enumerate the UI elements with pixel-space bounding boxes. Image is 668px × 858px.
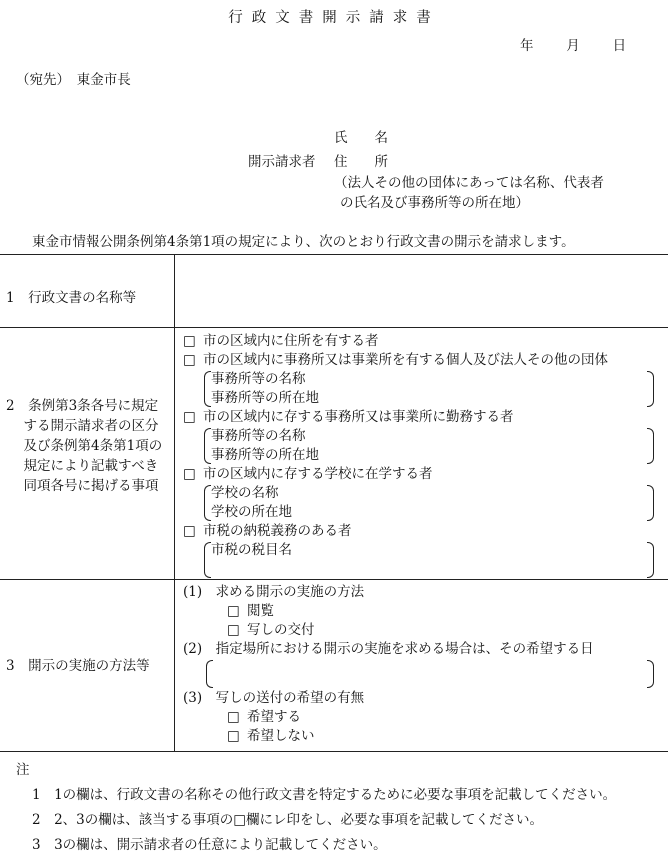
method-question: (1) 求める開示の実施の方法 [183,583,668,602]
option-viewing-label: 閲覧 [247,603,274,619]
option-student-label: 市の区域内に存する学校に在学する者 [203,466,433,482]
office-worker-bracket[interactable] [207,427,654,465]
list-item [183,708,668,727]
checkbox-taxpayer[interactable]: □ [183,522,203,541]
option-mail-no-label: 希望しない [247,728,315,744]
checkbox-mail-no[interactable]: □ [227,727,247,746]
applicant-note-line2: の氏名及び事務所等の所在地） [340,191,529,211]
list-item [183,465,668,484]
notes-heading: 注 [16,758,616,783]
row3-label-cell [0,580,175,752]
date-question: (2) 指定場所における開示の実施を求める場合は、その希望する日 [183,640,668,659]
list-item [183,727,668,746]
checkbox-office-worker[interactable]: □ [183,408,203,427]
office-name-label: 事務所等の名称 [211,370,654,389]
school-name-label: 学校の名称 [211,484,654,503]
applicant-name-label: 氏 名 [334,126,388,146]
request-form-table [0,254,668,752]
addressee: （宛先） 東金市長 [16,68,131,88]
checkbox-office-owner[interactable]: □ [183,351,203,370]
applicant-group-label: 開示請求者 [248,150,316,170]
date-year: 年 [520,34,562,54]
applicant-note-line1: （法人その他の団体にあっては名称、代表者 [334,171,604,191]
office-owner-bracket[interactable] [207,370,654,408]
table-row [0,580,668,752]
list-item [183,408,668,427]
date-line [520,34,626,54]
option-copy-label: 写しの交付 [247,622,315,638]
checkbox-mail-yes[interactable]: □ [227,708,247,727]
note-1: 1 1の欄は、行政文書の名称その他行政文書を特定するために必要な事項を記載してください。 [16,783,616,808]
checkbox-viewing[interactable]: □ [227,602,247,621]
date-day: 日 [613,34,627,54]
notes-section [16,758,616,858]
applicant-address-label: 住 所 [334,150,388,170]
list-item [183,621,668,640]
office-address-label: 事務所等の所在地 [211,389,654,408]
checkbox-resident[interactable]: □ [183,332,203,351]
row2-options-cell [175,328,668,580]
student-bracket[interactable] [207,484,654,522]
row3-label: 3 開示の実施の方法等 [0,580,174,674]
row2-label-cell [0,328,175,580]
workplace-name-label: 事務所等の名称 [211,427,654,446]
option-office-worker-label: 市の区域内に存する事務所又は事業所に勤務する者 [203,409,514,425]
note-2: 2 2、3の欄は、該当する事項の□欄にレ印をし、必要な事項を記載してください。 [16,808,616,833]
option-taxpayer-label: 市税の納税義務のある者 [203,523,352,539]
list-item [183,351,668,370]
list-item [183,332,668,351]
desired-date-field[interactable] [209,659,654,689]
row2-label: 2 条例第3条各号に規定する開示請求者の区分及び条例第4条第1項の規定により記載すべき同項各号に掲げる事項 [0,328,174,496]
table-row [0,255,668,328]
checkbox-student[interactable]: □ [183,465,203,484]
document-title: 行政文書開示請求書 [0,6,668,27]
taxpayer-bracket[interactable] [207,541,654,579]
list-item [183,602,668,621]
table-row [0,328,668,580]
mailing-question: (3) 写しの送付の希望の有無 [183,689,668,708]
intro-statement: 東金市情報公開条例第4条第1項の規定により、次のとおり行政文書の開示を請求します。 [32,230,575,250]
option-office-owner-label: 市の区域内に事務所又は事業所を有する個人及び法人その他の団体 [203,352,608,368]
note-3: 3 3の欄は、開示請求者の任意により記載してください。 [16,833,616,858]
option-mail-yes-label: 希望する [247,709,301,725]
workplace-address-label: 事務所等の所在地 [211,446,654,465]
school-address-label: 学校の所在地 [211,503,654,522]
list-item [183,522,668,541]
date-month: 月 [566,34,608,54]
checkbox-copy[interactable]: □ [227,621,247,640]
tax-item-label: 市税の税目名 [211,541,654,560]
document-name-field[interactable] [175,255,668,328]
row1-label: 1 行政文書の名称等 [0,255,174,306]
option-resident-label: 市の区域内に住所を有する者 [203,333,379,349]
row1-label-cell [0,255,175,328]
row3-options-cell [175,580,668,752]
